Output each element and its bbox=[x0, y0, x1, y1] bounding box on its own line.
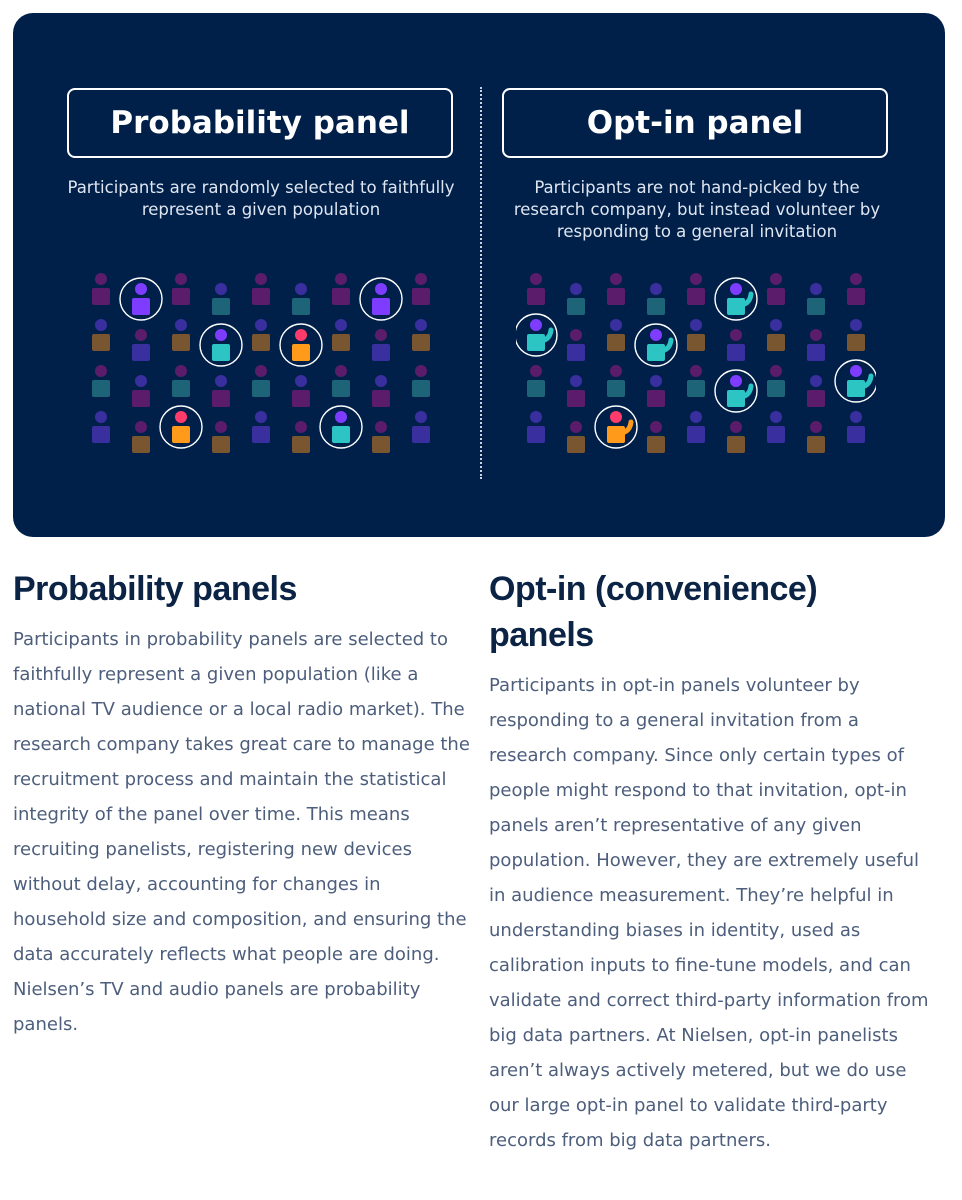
person-icon bbox=[412, 273, 430, 305]
person-icon bbox=[212, 329, 230, 361]
person-icon bbox=[567, 329, 585, 361]
person-icon bbox=[292, 421, 310, 453]
person-icon bbox=[412, 411, 430, 443]
person-icon bbox=[92, 273, 110, 305]
person-icon bbox=[172, 273, 190, 305]
person-icon bbox=[172, 411, 190, 443]
person-icon bbox=[372, 283, 390, 315]
person-icon bbox=[332, 273, 350, 305]
person-icon bbox=[212, 421, 230, 453]
person-icon bbox=[132, 283, 150, 315]
person-icon bbox=[92, 411, 110, 443]
person-icon bbox=[252, 365, 270, 397]
person-icon bbox=[132, 329, 150, 361]
waving-person-icon bbox=[847, 365, 871, 397]
person-icon bbox=[132, 375, 150, 407]
person-icon bbox=[647, 375, 665, 407]
person-icon bbox=[647, 283, 665, 315]
person-icon bbox=[92, 365, 110, 397]
optin-heading: Opt-in (convenience) panels bbox=[489, 570, 818, 654]
person-icon bbox=[727, 421, 745, 453]
person-icon bbox=[567, 283, 585, 315]
person-icon bbox=[92, 319, 110, 351]
person-icon bbox=[372, 329, 390, 361]
optin-panel-subtitle: Participants are not hand-picked by the research company, but instead volunteer by responding to a general invitation bbox=[513, 178, 881, 241]
optin-panel-title-box bbox=[502, 88, 888, 158]
person-icon bbox=[292, 283, 310, 315]
person-icon bbox=[687, 273, 705, 305]
person-icon bbox=[847, 411, 865, 443]
person-icon bbox=[332, 411, 350, 443]
person-icon bbox=[687, 319, 705, 351]
person-icon bbox=[372, 421, 390, 453]
probability-section bbox=[13, 566, 473, 1042]
dotted-divider bbox=[480, 87, 482, 479]
probability-body: Participants in probability panels are selected to faithfully represent a given population (like a national TV audience or a local radio market). The research company takes great care to manage the recruitment process and maintain the statistical integrity of the panel over time. This means recruiting panelists, registering new devices without delay, accounting for changes in household size and composition, and ensuring the data accurately reflects what people are doing. Nielsen’s TV and audio panels are probability panels. bbox=[13, 629, 470, 1035]
person-icon bbox=[412, 319, 430, 351]
person-icon bbox=[807, 329, 825, 361]
person-icon bbox=[807, 283, 825, 315]
person-icon bbox=[687, 411, 705, 443]
optin-section bbox=[489, 566, 929, 1158]
person-icon bbox=[252, 319, 270, 351]
probability-panel-subtitle: Participants are randomly selected to faithfully represent a given population bbox=[67, 178, 455, 219]
person-icon bbox=[292, 329, 310, 361]
person-icon bbox=[212, 375, 230, 407]
person-icon bbox=[527, 273, 545, 305]
waving-person-icon bbox=[607, 411, 631, 443]
optin-people-grid bbox=[516, 261, 876, 461]
person-icon bbox=[607, 319, 625, 351]
person-icon bbox=[527, 411, 545, 443]
probability-people-grid bbox=[81, 261, 441, 461]
optin-panel-title: Opt-in panel bbox=[586, 105, 804, 141]
person-icon bbox=[372, 375, 390, 407]
person-icon bbox=[567, 375, 585, 407]
optin-body: Participants in opt-in panels volunteer by responding to a general invitation from a research company. Since only certain types of people might respond to that invitation, opt-in panels aren’t representative of any given population. However, they are extremely useful in audience measurement. They’re helpful in understanding biases in identity, used as calibration inputs to fine-tune models, and can validate and correct third-party information from big data partners. At Nielsen, opt-in panelists aren’t always actively metered, but we do use our large opt-in panel to validate third-party records from big data partners. bbox=[489, 675, 929, 1151]
probability-panel-title-box bbox=[67, 88, 453, 158]
probability-panel-title: Probability panel bbox=[110, 105, 410, 141]
person-icon bbox=[252, 273, 270, 305]
waving-person-icon bbox=[527, 319, 551, 351]
person-icon bbox=[332, 319, 350, 351]
person-icon bbox=[807, 375, 825, 407]
person-icon bbox=[412, 365, 430, 397]
panel-comparison-banner bbox=[13, 13, 945, 537]
person-icon bbox=[607, 365, 625, 397]
person-icon bbox=[527, 365, 545, 397]
waving-person-icon bbox=[647, 329, 671, 361]
person-icon bbox=[567, 421, 585, 453]
person-icon bbox=[647, 421, 665, 453]
person-icon bbox=[767, 411, 785, 443]
person-icon bbox=[727, 329, 745, 361]
person-icon bbox=[172, 365, 190, 397]
person-icon bbox=[292, 375, 310, 407]
person-icon bbox=[767, 319, 785, 351]
person-icon bbox=[847, 273, 865, 305]
person-icon bbox=[332, 365, 350, 397]
person-icon bbox=[172, 319, 190, 351]
person-icon bbox=[847, 319, 865, 351]
person-icon bbox=[767, 365, 785, 397]
person-icon bbox=[252, 411, 270, 443]
person-icon bbox=[807, 421, 825, 453]
person-icon bbox=[607, 273, 625, 305]
person-icon bbox=[687, 365, 705, 397]
waving-person-icon bbox=[727, 283, 751, 315]
person-icon bbox=[212, 283, 230, 315]
waving-person-icon bbox=[727, 375, 751, 407]
person-icon bbox=[767, 273, 785, 305]
person-icon bbox=[132, 421, 150, 453]
probability-heading: Probability panels bbox=[13, 570, 297, 608]
